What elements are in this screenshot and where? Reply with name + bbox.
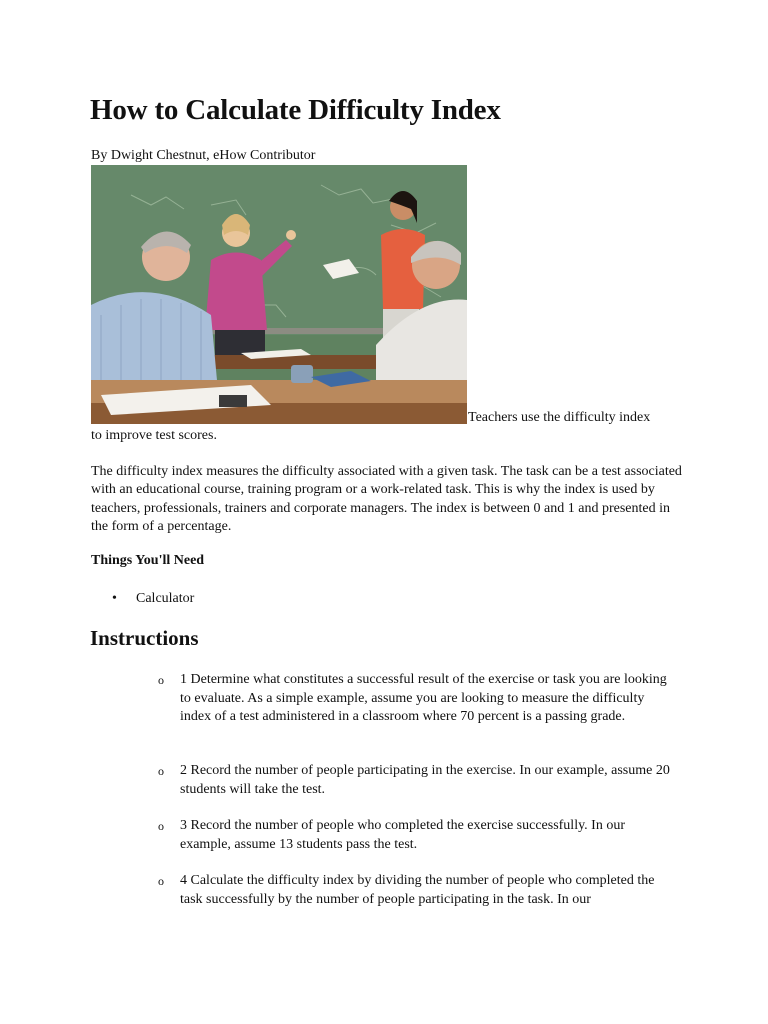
instructions-heading: Instructions	[90, 626, 199, 650]
circle-bullet-icon: o	[158, 764, 164, 778]
things-needed-heading: Things You'll Need	[91, 553, 205, 568]
photo-caption: Teachers use the difficulty index	[468, 410, 651, 425]
article-title: How to Calculate Difficulty Index	[90, 94, 501, 126]
circle-bullet-icon: o	[158, 673, 164, 687]
instruction-step-text: 4 Calculate the difficulty index by dividing the number of people who completed the task successfully by the number of people participating in the task. In our	[180, 873, 655, 907]
bullet-icon: •	[112, 591, 117, 606]
photo-caption-continued: to improve test scores.	[91, 428, 217, 443]
instruction-step-text: 2 Record the number of people participating in the exercise. In our example, assume 20 students will take the test.	[180, 763, 670, 797]
article-byline: By Dwight Chestnut, eHow Contributor	[91, 148, 316, 163]
instruction-step-text: 1 Determine what constitutes a successful result of the exercise or task you are looking to evaluate. As a simple example, assume you are looking to measure the difficulty index of a test administered in a classroom where 70 percent is a passing grade.	[180, 672, 667, 724]
circle-bullet-icon: o	[158, 874, 164, 888]
instruction-step-text: 3 Record the number of people who completed the exercise successfully. In our example, assume 13 students pass the test.	[180, 818, 625, 852]
intro-paragraph: The difficulty index measures the difficulty associated with a given task. The task can be a test associated with an educational course, training program or a work-related task. This is why the index is used by teachers, professionals, trainers and corporate managers. The index is between 0 and 1 and presented in the form of a percentage.	[91, 464, 682, 534]
circle-bullet-icon: o	[158, 819, 164, 833]
list-item-text: Calculator	[136, 591, 195, 606]
classroom-photo	[91, 165, 467, 424]
